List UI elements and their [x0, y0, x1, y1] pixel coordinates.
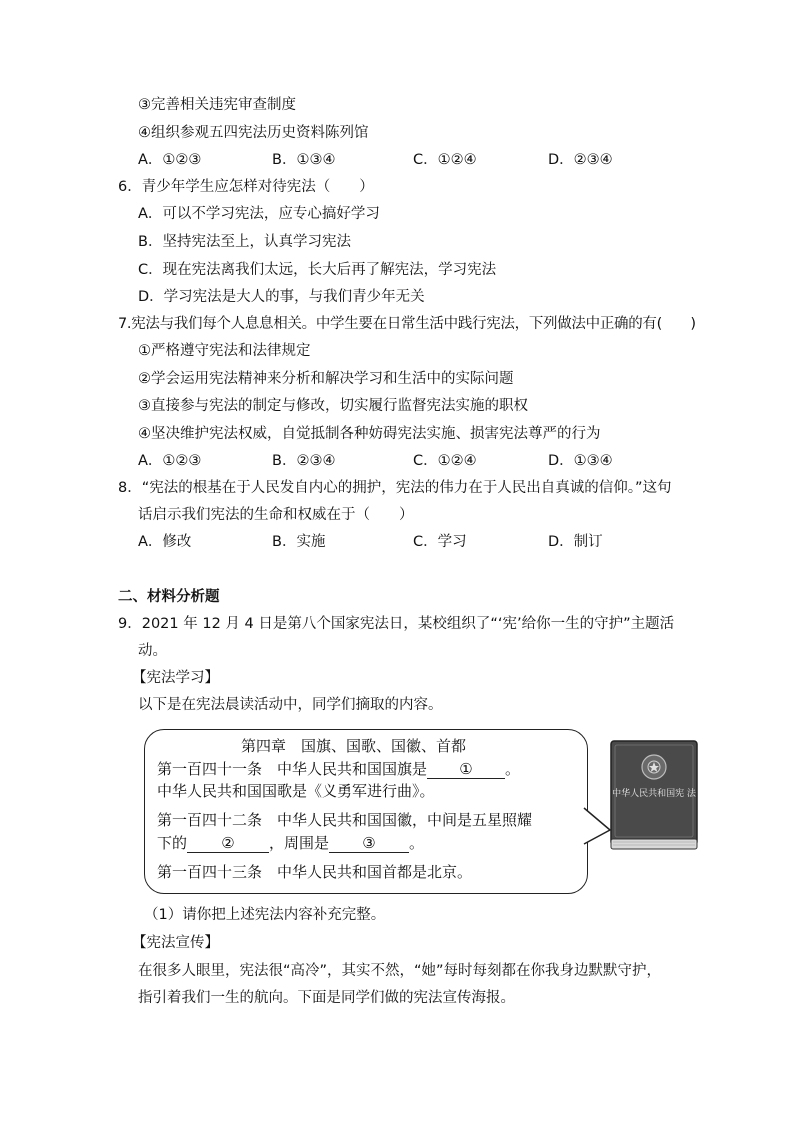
q7-item-1: ①严格遵守宪法和法律规定: [138, 343, 311, 359]
excerpt-chapter-title: 第四章 国旗、国歌、国徽、首都: [241, 737, 467, 755]
excerpt-article-141-line2: 中华人民共和国国歌是《义勇军进行曲》。: [157, 782, 435, 800]
q7-item-2: ②学会运用宪法精神来分析和解决学习和生活中的实际问题: [138, 371, 514, 387]
excerpt-text: 下的: [157, 834, 188, 852]
excerpt-article-142-line2: [157, 832, 424, 854]
excerpt-article-143: 第一百四十三条 中华人民共和国首都是北京。: [157, 863, 473, 881]
blank-2: ②: [187, 834, 269, 853]
book-title: 中华人民共和国宪 法: [612, 789, 696, 799]
q9-stem-line2: 动。: [138, 643, 167, 659]
q8-option-a: A．修改: [138, 534, 192, 550]
q5-options: [138, 150, 638, 170]
q7-stem: 7.宪法与我们每个人息息相关。中学生要在日常生活中践行宪法，下列做法中正确的有( ): [118, 316, 696, 332]
q6-choice-c: C．现在宪法离我们太远，长大后再了解宪法，学习宪法: [138, 262, 497, 278]
q7-item-4: ④坚决维护宪法权威，自觉抵制各种妨碍宪法实施、损害宪法尊严的行为: [138, 426, 601, 442]
q7-options: [138, 451, 638, 471]
q8-option-d: D．制订: [548, 534, 603, 550]
excerpt-article-141-line1: [157, 758, 520, 780]
q5-item-4: ④组织参观五四宪法历史资料陈列馆: [138, 125, 369, 141]
q7-option-b: B．②③④: [272, 453, 336, 469]
q8-options: [138, 532, 638, 552]
blank-3: ③: [329, 834, 409, 853]
q9-promo-heading: 【宪法宣传】: [132, 935, 219, 951]
bubble-tail: [584, 806, 612, 848]
q8-stem-line1: 8．“宪法的根基在于人民发自内心的拥护，宪法的伟力在于人民出自真诚的信仰。”这句: [118, 480, 672, 496]
q6-choice-b: B．坚持宪法至上，认真学习宪法: [138, 234, 351, 250]
q6-stem: 6．青少年学生应怎样对待宪法（ ）: [118, 179, 374, 195]
excerpt-text: ，周围是: [269, 834, 330, 852]
q5-option-a: A．①②③: [138, 152, 202, 168]
q7-option-d: D．①③④: [548, 453, 613, 469]
excerpt-text: 。: [505, 760, 521, 778]
blank-1: ①: [427, 760, 505, 779]
q8-stem-line2: 话启示我们宪法的生命和权威在于（ ）: [138, 507, 414, 523]
q5-item-3: ③完善相关违宪审查制度: [138, 97, 296, 113]
constitution-excerpt-bubble: [144, 729, 588, 894]
q7-item-3: ③直接参与宪法的制定与修改，切实履行监督宪法实施的职权: [138, 398, 528, 414]
excerpt-text: 。: [409, 834, 425, 852]
q9-study-intro: 以下是在宪法晨读活动中，同学们摘取的内容。: [138, 697, 443, 713]
section-title: 二、材料分析题: [118, 589, 220, 605]
q5-option-c: C．①②④: [413, 152, 477, 168]
q6-choice-a: A．可以不学习宪法，应专心搞好学习: [138, 206, 380, 222]
excerpt-article-142-line1: 第一百四十二条 中华人民共和国国徽，中间是五星照耀: [157, 811, 533, 829]
q9-promo-line2: 指引着我们一生的航向。下面是同学们做的宪法宣传海报。: [138, 990, 515, 1006]
q7-option-c: C．①②④: [413, 453, 477, 469]
q8-option-c: C．学习: [413, 534, 467, 550]
q7-option-a: A．①②③: [138, 453, 202, 469]
constitution-book-image: [609, 739, 699, 851]
q9-promo-line1: 在很多人眼里，宪法很“高冷”，其实不然，“她”每时每刻都在你我身边默默守护，: [138, 963, 662, 979]
q9-sub-question-1: （1）请你把上述宪法内容补充完整。: [144, 907, 386, 923]
q8-option-b: B．实施: [272, 534, 326, 550]
q6-choice-d: D．学习宪法是大人的事，与我们青少年无关: [138, 289, 425, 305]
q5-option-b: B．①③④: [272, 152, 336, 168]
q5-option-d: D．②③④: [548, 152, 613, 168]
q9-stem-line1: 9．2021 年 12 月 4 日是第八个国家宪法日，某校组织了“‘宪’给你一生的守护”主题活: [118, 616, 675, 632]
excerpt-text: 第一百四十一条 中华人民共和国国旗是: [157, 760, 428, 778]
q9-study-heading: 【宪法学习】: [132, 670, 219, 686]
